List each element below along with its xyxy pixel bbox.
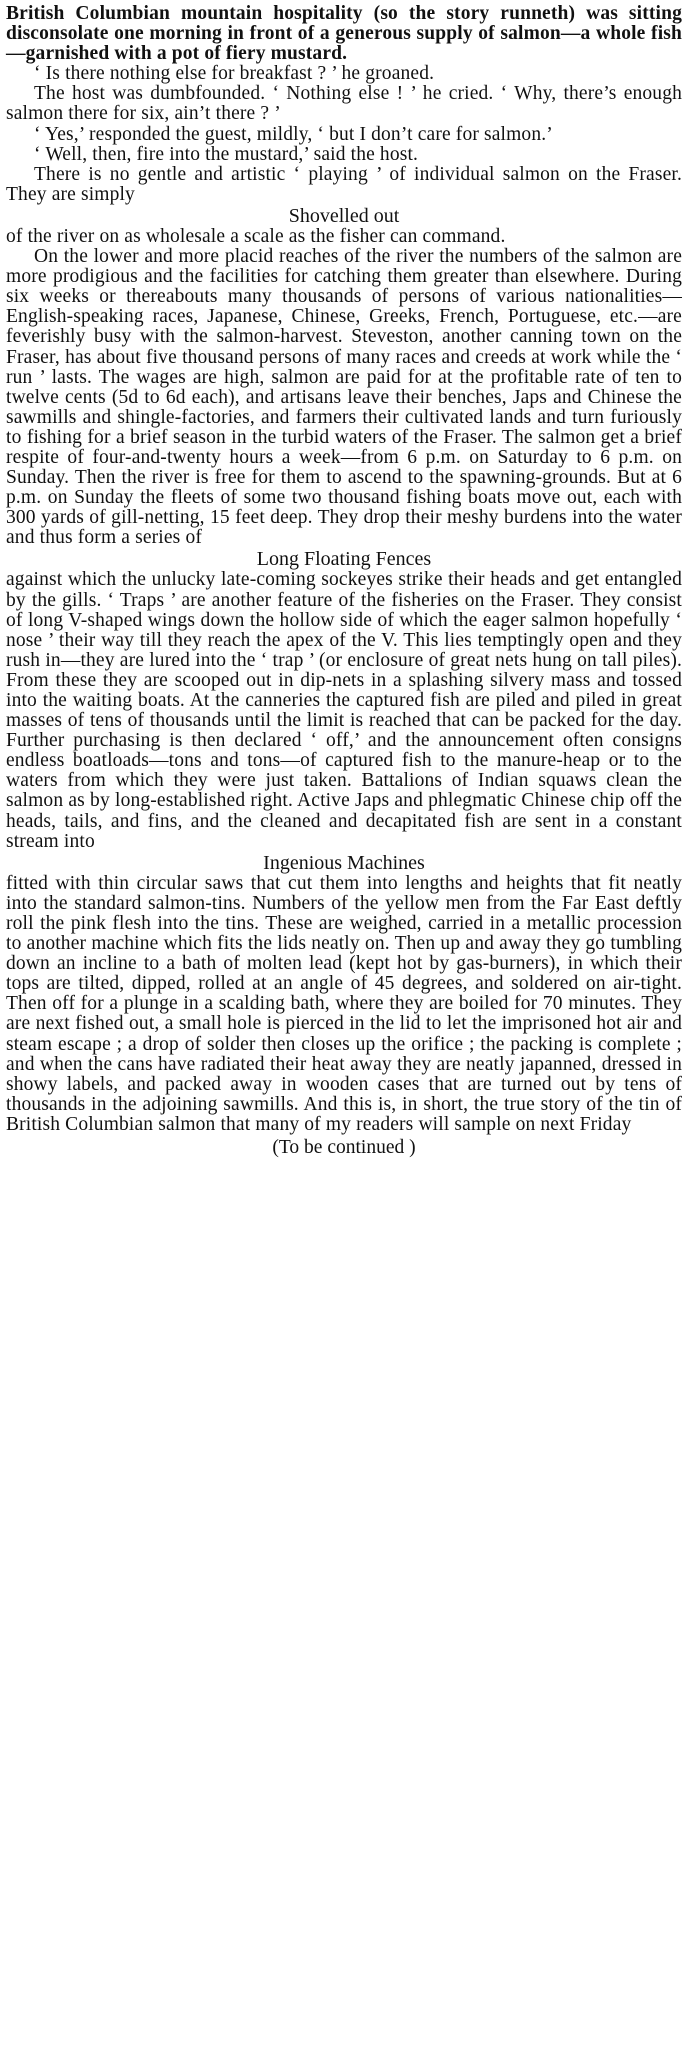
- section-subheading: Long Floating Fences: [256, 548, 432, 571]
- section-subheading: Ingenious Machines: [263, 851, 425, 874]
- article-paragraph: fitted with thin circular saws that cut them into lengths and heights that fit neatly into the standard salmon-tins. Numbers of the yellow men from the Far East deftly roll the pink flesh into the tins. These are weighed, carried in a metallic procession to another machine which fits the lids neatly on. Then up and away they go tumbling down an incline to a bath of molten lead (kept hot by gas-burners), in which their tops are tilted, dipped, rolled at an angle of 45 degrees, and soldered on air-tight. Then off for a plunge in a scalding bath, where they are boiled for 70 minutes. They are next fished out, a small hole is pierced in the lid to let the imprisoned hot air and steam escape ; a drop of solder then closes up the orifice ; the packing is complete ; and when the cans have radiated their heat away they are neatly japanned, dressed in showy labels, and packed away in wooden cases that are turned out by tens of thousands in the adjoining sawmills. And this is, in short, the true story of the tin of British Columbian salmon that many of my readers will sample on next Friday: [6, 872, 682, 1135]
- article-paragraph: ‘ Is there nothing else for breakfast ? ’ he groaned.: [34, 63, 435, 85]
- section-subheading: Shovelled out: [288, 204, 400, 227]
- article-paragraph: There is no gentle and artistic ‘ playing ’ of individual salmon on the Fraser. They are simply: [6, 163, 682, 205]
- article-paragraph: ‘ Well, then, fire into the mustard,’ said the host.: [34, 143, 419, 165]
- article-paragraph: of the river on as wholesale a scale as the fisher can command.: [6, 225, 506, 247]
- article-paragraph: On the lower and more placid reaches of the river the numbers of the salmon are more prodigious and the facilities for catching them greater than elsewhere. During six weeks or thereabouts many thousands of persons of various nationalities—English-speaking races, Japanese, Chinese, Greeks, French, Portuguese, etc.—are feverishly busy with the salmon-harvest. Steveston, another canning town on the Fraser, has about five thousand persons of many races and creeds at work while the ‘ run ’ lasts. The wages are high, salmon are paid for at the profitable rate of ten to twelve cents (5d to 6d each), and artisans leave their benches, Japs and Chinese the sawmills and shingle-factories, and farmers their cultivated lands and turn furiously to fishing for a brief season in the turbid waters of the Fraser. The salmon get a brief respite of four-and-twenty hours a week—from 6 p.m. on Saturday to 6 p.m. on Sunday. Then the river is free for them to ascend to the spawning-grounds. But at 6 p.m. on Sunday the fleets of some two thousand fishing boats move out, each with 300 yards of gill-netting, 15 feet deep. They drop their meshy burdens into the water and thus form a series of: [6, 246, 682, 549]
- to-be-continued-note: (To be continued ): [272, 1136, 416, 1158]
- article-paragraph: ‘ Yes,’ responded the guest, mildly, ‘ but I don’t care for salmon.’: [34, 123, 553, 145]
- article-paragraph: The host was dumbfounded. ‘ Nothing else ! ’ he cried. ‘ Why, there’s enough salmon there for six, ain’t there ? ’: [6, 83, 682, 125]
- article-paragraph: against which the unlucky late-coming sockeyes strike their heads and get entangled by the gills. ‘ Traps ’ are another feature of the fisheries on the Fraser. They consist of long V-shaped wings down the hollow side of which the eager salmon hopefully ‘ nose ’ their way till they reach the apex of the V. This lies temptingly open and they rush in—they are lured into the ‘ trap ’ (or enclosure of great nets hung on tall piles). From these they are scooped out in dip-nets in a splashing silvery mass and tossed into the waiting boats. At the canneries the captured fish are piled and piled in great masses of tens of thousands until the limit is reached that can be packed for the day. Further purchasing is then declared ‘ off,’ and the announcement often consigns endless boatloads—tons and tons—of captured fish to the manure-heap or to the waters from which they were just taken. Battalions of Indian squaws clean the salmon as by long-established right. Active Japs and phlegmatic Chinese chip off the heads, tails, and fins, and the cleaned and decapitated fish are sent in a constant stream into: [6, 569, 682, 852]
- article-paragraph: British Columbian mountain hospitality (so the story runneth) was sitting disconsolate one morning in front of a generous supply of salmon—a whole fish—garnished with a pot of fiery mustard.: [6, 3, 682, 65]
